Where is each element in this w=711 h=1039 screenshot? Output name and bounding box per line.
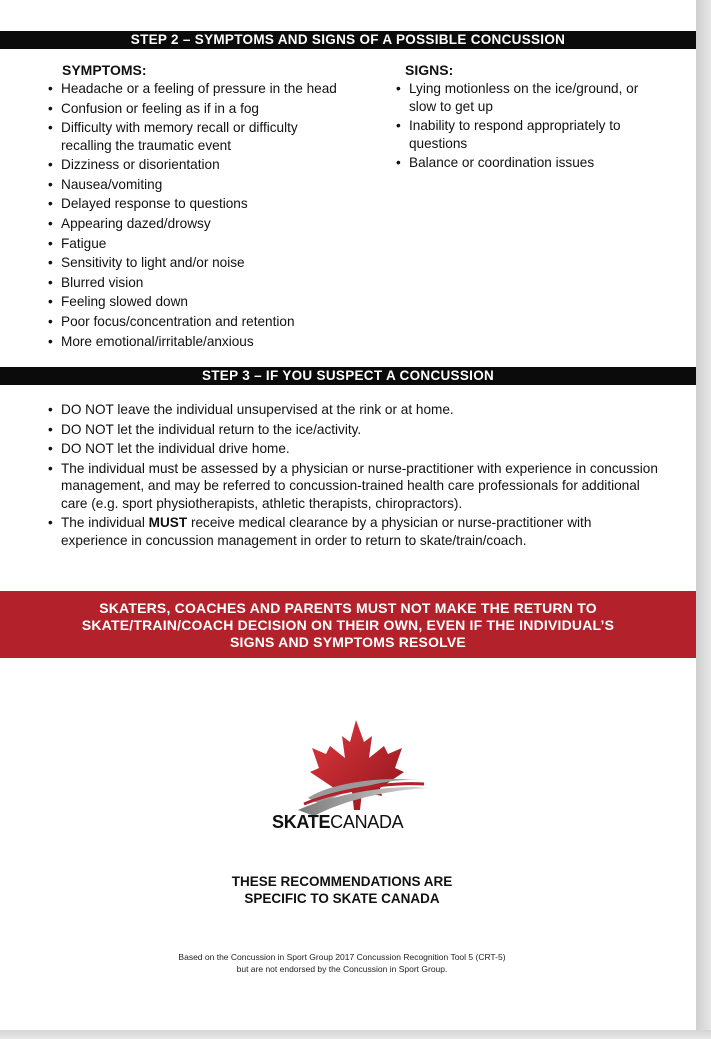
list-item: • Headache or a feeling of pressure in the head — [48, 80, 388, 98]
signs-list — [396, 80, 666, 174]
list-item: • Appearing dazed/drowsy — [48, 215, 388, 233]
recommendation-note — [0, 873, 684, 907]
list-item: • Confusion or feeling as if in a fog — [48, 100, 388, 118]
banner-line: SKATE/TRAIN/COACH DECISION ON THEIR OWN, EVEN IF THE INDIVIDUAL’S — [81, 617, 615, 633]
list-item: • Balance or coordination issues — [396, 154, 666, 172]
list-item-must — [48, 514, 661, 549]
must-emphasis: MUST — [148, 515, 188, 531]
list-item: • Sensitivity to light and/or noise — [48, 254, 388, 272]
recommendation-line: SPECIFIC TO SKATE CANADA — [244, 891, 440, 906]
step2-header: STEP 2 – SYMPTOMS AND SIGNS OF A POSSIBLE CONCUSSION — [0, 31, 696, 49]
list-item: • Lying motionless on the ice/ground, or slow to get up — [396, 80, 654, 115]
list-item: • Nausea/vomiting — [48, 176, 388, 194]
list-item: • DO NOT let the individual drive home. — [48, 440, 668, 458]
list-item: • Inability to respond appropriately to questions — [396, 117, 659, 152]
logo-wordmark — [272, 812, 403, 833]
warning-banner — [0, 591, 696, 658]
logo-word-canada: CANADA — [330, 812, 404, 832]
list-item: • Difficulty with memory recall or difficulty recalling the traumatic event — [48, 119, 351, 154]
list-item: • Delayed response to questions — [48, 195, 388, 213]
list-item: • DO NOT leave the individual unsupervised at the rink or at home. — [48, 401, 668, 419]
step3-header: STEP 3 – IF YOU SUSPECT A CONCUSSION — [0, 367, 696, 385]
symptoms-list — [48, 80, 388, 352]
banner-line: SIGNS AND SYMPTOMS RESOLVE — [230, 634, 466, 650]
list-item: • Dizziness or disorientation — [48, 156, 388, 174]
step3-list — [48, 401, 668, 551]
symptoms-heading: SYMPTOMS: — [62, 62, 147, 78]
list-item: • Feeling slowed down — [48, 293, 388, 311]
page-edge-shadow — [696, 0, 711, 1039]
must-text-before: The individual — [61, 515, 149, 531]
list-item: • Fatigue — [48, 235, 388, 253]
page-bottom-shadow — [0, 1030, 711, 1039]
list-item: • Blurred vision — [48, 274, 388, 292]
list-item: • Poor focus/concentration and retention — [48, 313, 388, 331]
list-item: • More emotional/irritable/anxious — [48, 333, 388, 351]
footnote — [0, 951, 684, 975]
footnote-line: Based on the Concussion in Sport Group 2017 Concussion Recognition Tool 5 (CRT-5) — [178, 952, 506, 962]
must-text-after: receive medical clearance by a physician or nurse-practitioner with experience in concussion management in order to return to skate/train/coach. — [61, 515, 592, 548]
banner-line: SKATERS, COACHES AND PARENTS MUST NOT MAKE THE RETURN TO — [99, 600, 597, 616]
list-item: • DO NOT let the individual return to the ice/activity. — [48, 421, 668, 439]
list-item: • The individual must be assessed by a physician or nurse-practitioner with experience in concussion management, and may be referred to concussion-trained health care professionals for additional care (e.g. sport physiotherapists, athletic therapists, chiropractors). — [48, 460, 661, 513]
recommendation-line: THESE RECOMMENDATIONS ARE — [231, 874, 453, 889]
footnote-line: but are not endorsed by the Concussion in Sport Group. — [236, 964, 448, 974]
logo-word-skate: SKATE — [272, 812, 331, 832]
signs-heading: SIGNS: — [405, 62, 454, 78]
